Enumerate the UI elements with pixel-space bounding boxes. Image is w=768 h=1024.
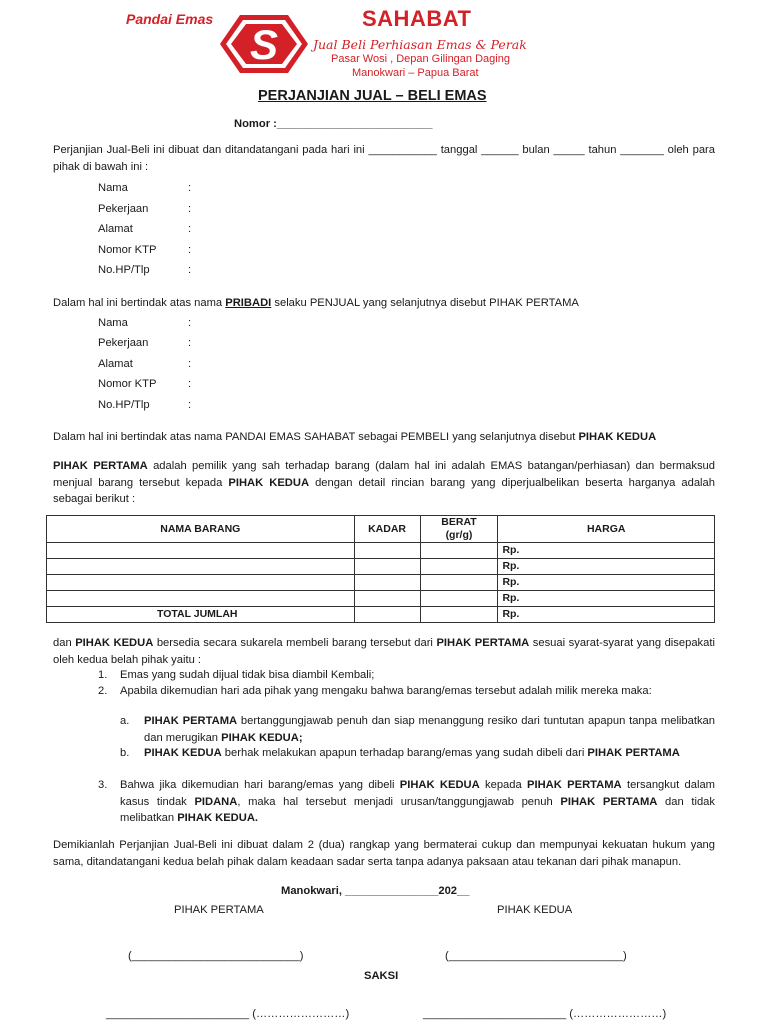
table-row: Rp.	[47, 575, 715, 591]
field-colon: :	[188, 182, 192, 194]
agreement-paragraph: dan PIHAK KEDUA bersedia secara sukarela membeli barang tersebut dari PIHAK PERTAMA sesuai syarat-syarat yang disepakati oleh kedua belah pihak yaitu :	[53, 637, 715, 666]
company-address-line2: Manokwari – Papua Barat	[352, 67, 479, 79]
field-label: Pekerjaan	[98, 337, 149, 349]
table-row: Rp.	[47, 543, 715, 559]
company-name: SAHABAT	[362, 6, 472, 31]
brand-name: Pandai Emas	[126, 11, 214, 27]
field-colon: :	[188, 203, 192, 215]
field-label: Nama	[98, 317, 128, 329]
col-header-nama-barang: NAMA BARANG	[47, 516, 355, 543]
field-label: Pekerjaan	[98, 203, 149, 215]
field-colon: :	[188, 358, 192, 370]
witness-label: SAKSI	[364, 970, 399, 982]
company-address-line1: Pasar Wosi , Depan Gilingan Daging	[331, 53, 510, 65]
field-colon: :	[188, 317, 192, 329]
field-label: Alamat	[98, 223, 133, 235]
table-header-row	[47, 516, 715, 543]
party-2-label: PIHAK KEDUA	[497, 904, 573, 916]
witness-1-signature-line: _______________________ (……………………)	[106, 1008, 350, 1020]
field-colon: :	[188, 223, 192, 235]
party-2-signature-line: (____________________________)	[445, 950, 627, 962]
items-table	[46, 515, 715, 623]
table-total-row: TOTAL JUMLAH Rp.	[47, 607, 715, 623]
col-header-berat: BERAT (gr/g)	[420, 516, 498, 543]
seller-statement: Dalam hal ini bertindak atas nama PRIBADI selaku PENJUAL yang selanjutnya disebut PIHAK PERTAMA	[53, 297, 579, 309]
witness-2-signature-line: _______________________ (……………………)	[423, 1008, 667, 1020]
place-date: Manokwari, _______________202__	[281, 885, 470, 897]
buyer-statement: Dalam hal ini bertindak atas nama PANDAI EMAS SAHABAT sebagai PEMBELI yang selanjutnya disebut PIHAK KEDUA	[53, 431, 657, 443]
document-number: Nomor :_________________________	[234, 118, 433, 130]
field-label: Nama	[98, 182, 128, 194]
field-colon: :	[188, 264, 192, 276]
field-label: No.HP/Tlp	[98, 399, 150, 411]
field-colon: :	[188, 337, 192, 349]
field-label: Nomor KTP	[98, 378, 157, 390]
col-header-harga: HARGA	[498, 516, 715, 543]
table-row: Rp.	[47, 559, 715, 575]
intro-paragraph: Perjanjian Jual-Beli ini dibuat dan ditandatangani pada hari ini ___________ tanggal ______ bulan _____ tahun _______ oleh para pihak di bawah ini :	[53, 144, 715, 173]
company-logo-icon	[218, 12, 310, 76]
company-tagline: Jual Beli Perhiasan Emas & Perak	[313, 37, 527, 52]
col-header-kadar: KADAR	[354, 516, 420, 543]
party-1-label: PIHAK PERTAMA	[174, 904, 264, 916]
field-colon: :	[188, 378, 192, 390]
field-label: Alamat	[98, 358, 133, 370]
field-colon: :	[188, 244, 192, 256]
field-label: Nomor KTP	[98, 244, 157, 256]
closing-paragraph: Demikianlah Perjanjian Jual-Beli ini dibuat dalam 2 (dua) rangkap yang bermaterai cukup dan mempunyai kekuatan hukum yang sama, ditandatangani kedua belah pihak dalam keadaan sadar serta tanpa adanya paksaan atau tekanan dari pihak manapun.	[53, 839, 715, 868]
logo-letter: S	[249, 21, 279, 68]
ownership-paragraph: PIHAK PERTAMA adalah pemilik yang sah terhadap barang (dalam hal ini adalah EMAS batangan/perhiasan) dan bermaksud menjual barang tersebut kepada PIHAK KEDUA dengan detail rincian barang yang diperjualbelikan beserta harganya adalah sebagai berikut :	[53, 460, 716, 505]
field-label: No.HP/Tlp	[98, 264, 150, 276]
table-row: Rp.	[47, 591, 715, 607]
document-title: PERJANJIAN JUAL – BELI EMAS	[258, 88, 487, 104]
party-1-signature-line: (___________________________)	[128, 950, 304, 962]
field-colon: :	[188, 399, 192, 411]
